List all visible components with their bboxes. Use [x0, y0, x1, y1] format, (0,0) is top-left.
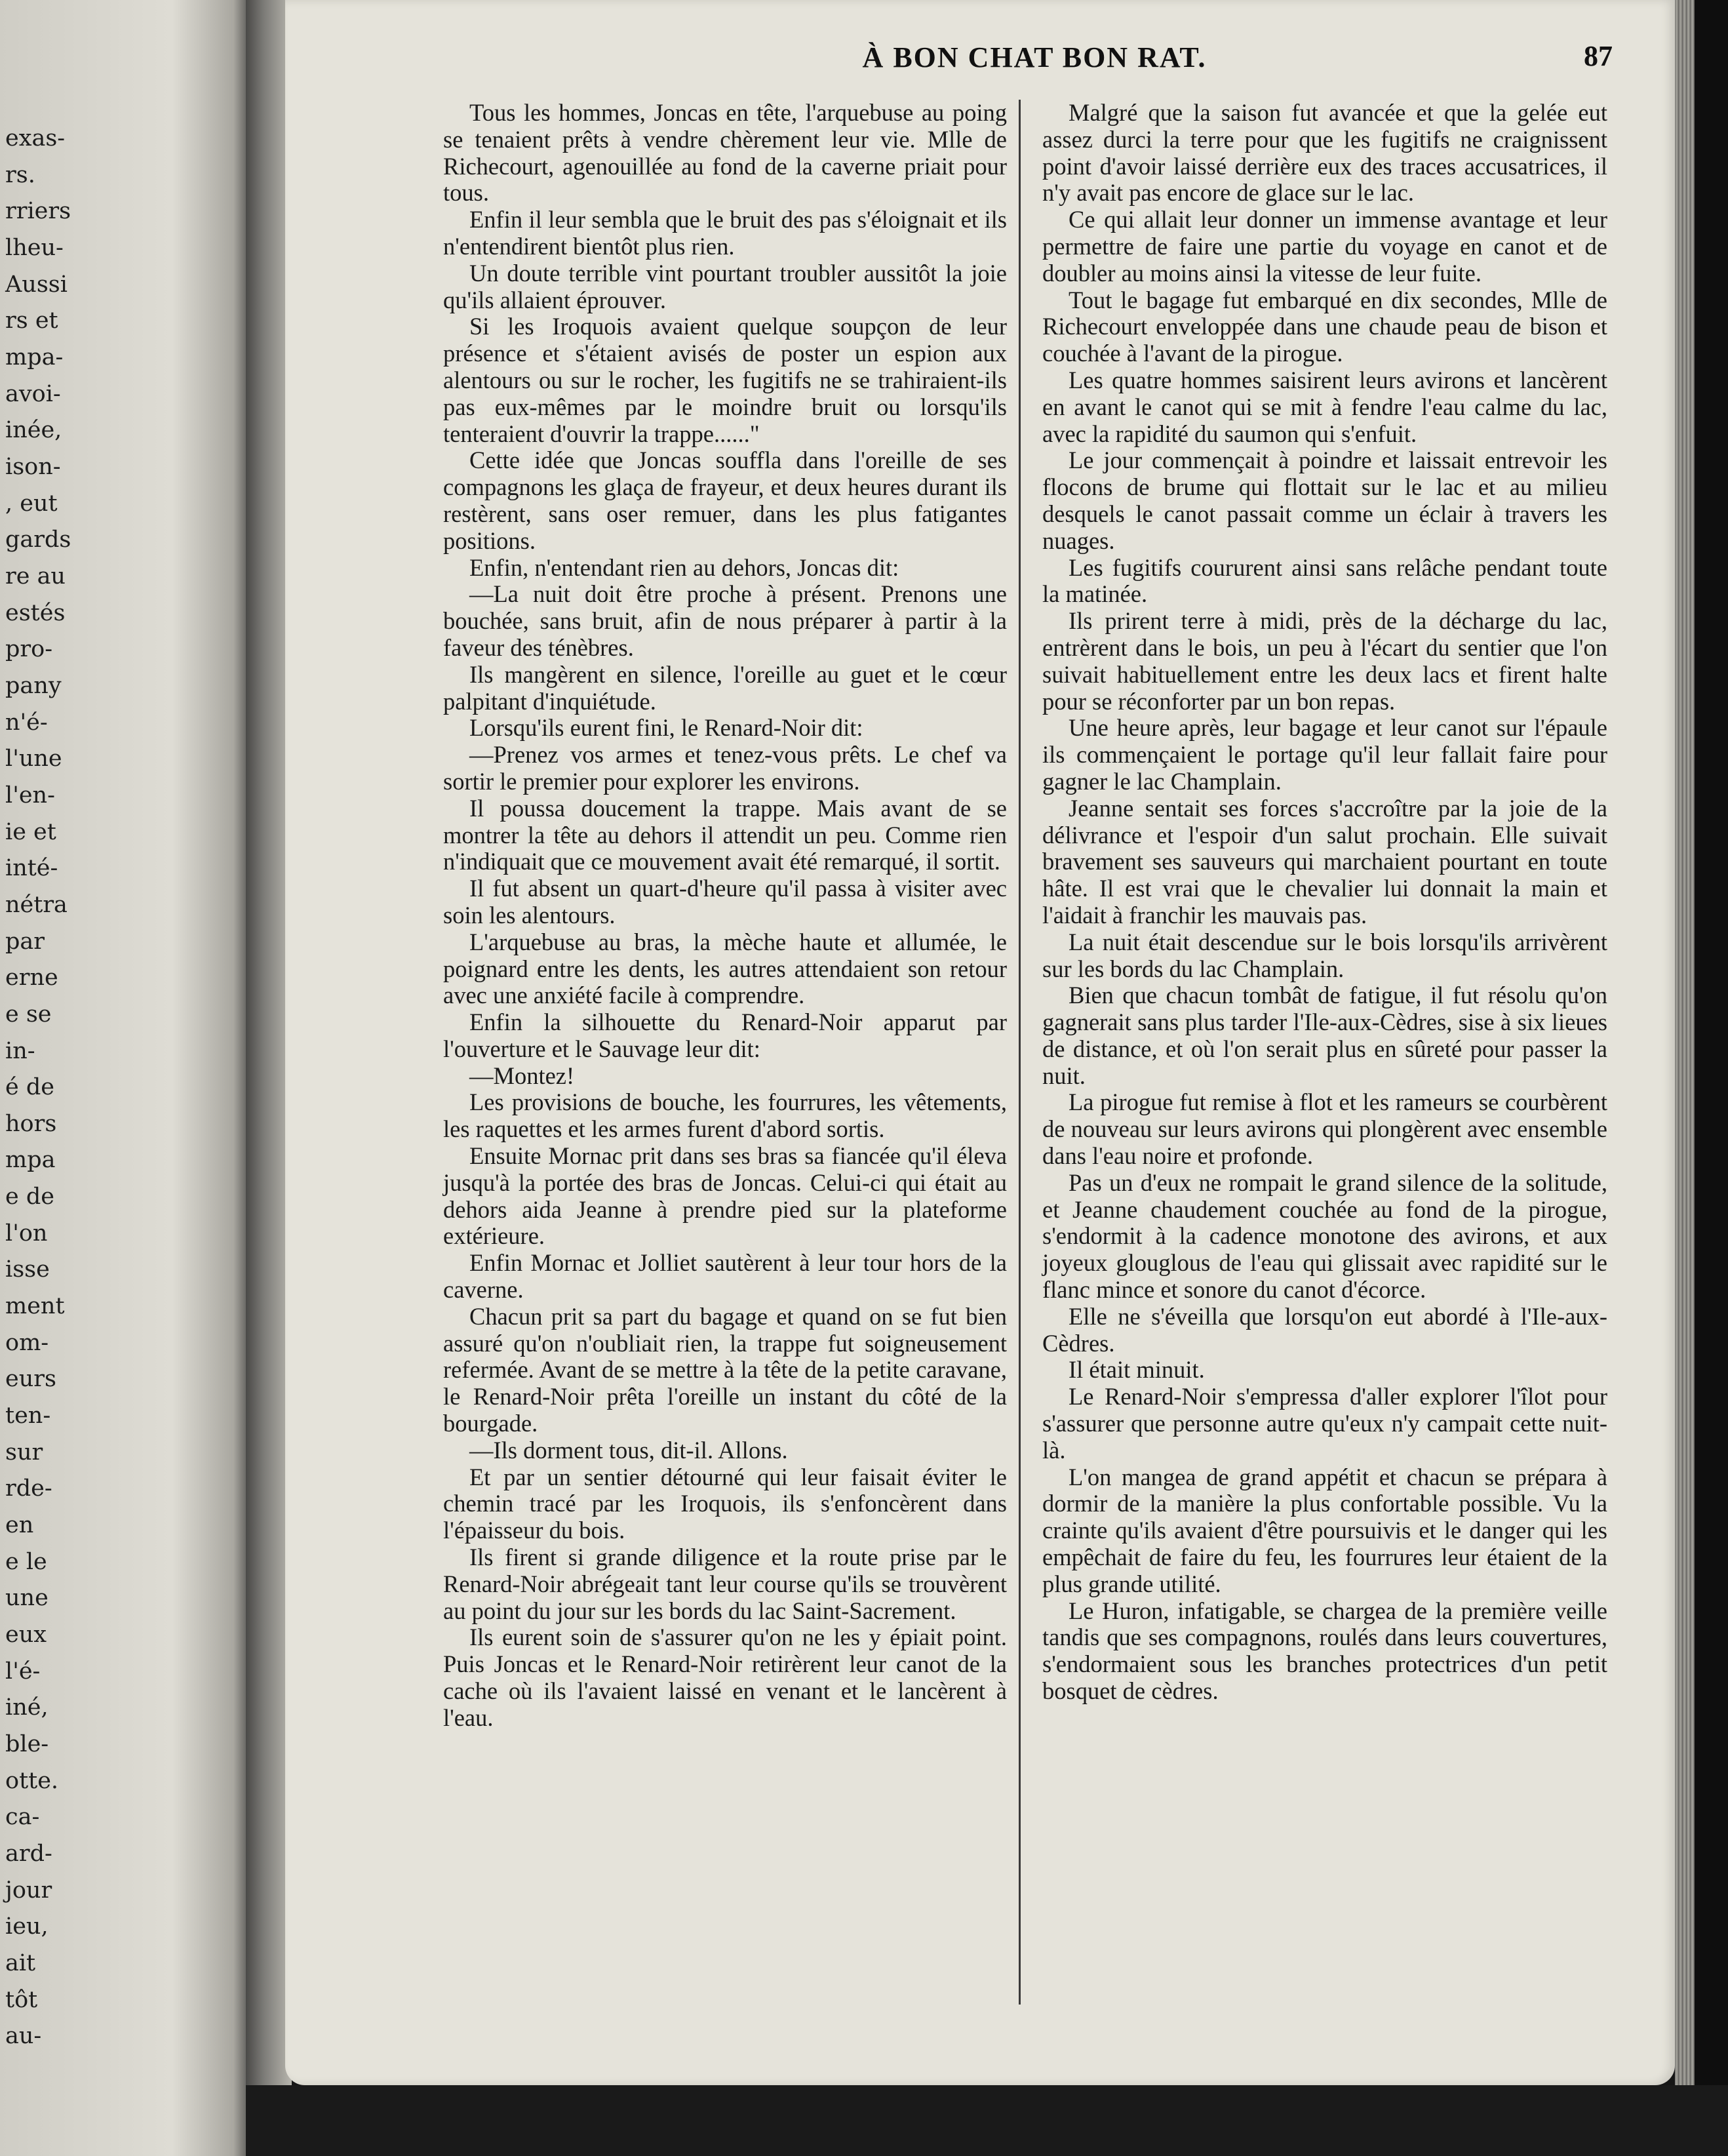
previous-page-fragment: par — [5, 928, 45, 955]
paragraph: Ils eurent soin de s'assurer qu'on ne les y épiait point. Puis Joncas et le Renard-Noir retirèrent leur canot de la cache où ils l'avaient laissé en venant et le lancèrent à l'eau. — [443, 1624, 1007, 1731]
previous-page-fragment: inté- — [5, 855, 58, 881]
previous-page-fragment: om- — [5, 1330, 49, 1356]
previous-page-fragment: l'une — [5, 746, 62, 772]
previous-page-fragment: rs et — [5, 308, 58, 334]
previous-page-fragment: estés — [5, 600, 66, 626]
previous-page-fragment: l'é- — [5, 1658, 41, 1685]
column-divider — [1019, 100, 1021, 2005]
previous-page-fragment: pany — [5, 673, 62, 699]
paragraph: Ils prirent terre à midi, près de la décharge du lac, entrèrent dans le bois, un peu à l'écart du sentier que l'on suivait habituellement entre les deux lacs et firent halte pour se réconforter par un bon repas. — [1042, 607, 1607, 715]
previous-page-fragment: nétra — [5, 892, 68, 918]
paragraph: Ce qui allait leur donner un immense avantage et leur permettre de faire une partie du voyage en canot et de doubler au moins ainsi la vitesse de leur fuite. — [1042, 206, 1607, 287]
paragraph: —Montez! — [469, 1062, 575, 1089]
previous-page-fragment: exas- — [5, 125, 66, 151]
scan-margin-right — [1695, 0, 1728, 2156]
paragraph: Les fugitifs coururent ainsi sans relâche pendant toute la matinée. — [1042, 553, 1607, 608]
paragraph: Jeanne sentait ses forces s'accroître par la joie de la délivrance et l'espoir d'un salut prochain. Elle suivait bravement ses sauveurs qui marchaient pourtant en toute hâte. Il est vrai que le chevalier lui donnait la main et l'aidait à franchir les mauvais pas. — [1042, 794, 1607, 928]
page-number: 87 — [1584, 40, 1613, 72]
previous-page-edge — [0, 0, 246, 2156]
previous-page-fragment: ment — [5, 1293, 65, 1319]
right-column — [1042, 100, 1607, 1705]
paragraph: Elle ne s'éveilla que lorsqu'on eut abordé à l'Ile-aux-Cèdres. — [1042, 1302, 1607, 1357]
previous-page-fragment: l'on — [5, 1220, 48, 1247]
previous-page-fragment: e de — [5, 1184, 54, 1210]
paragraph: —Ils dorment tous, dit-il. Allons. — [469, 1436, 788, 1464]
paragraph: Le Huron, infatigable, se chargea de la première veille tandis que ses compagnons, roulés dans leurs couvertures, s'endormaient sous les branches protectrices d'un petit bosquet de cèdres. — [1042, 1597, 1607, 1705]
paragraph: Tous les hommes, Joncas en tête, l'arquebuse au poing se tenaient prêts à vendre chèrement leur vie. Mlle de Richecourt, agenouillée au fond de la caverne priait pour tous. — [443, 99, 1007, 207]
previous-page-fragment: ca- — [5, 1804, 40, 1830]
paragraph: Un doute terrible vint pourtant troubler aussitôt la joie qu'ils allaient éprouver. — [443, 259, 1007, 313]
previous-page-fragment: jour — [5, 1877, 52, 1904]
paragraph: Enfin la silhouette du Renard-Noir apparut par l'ouverture et le Sauvage leur dit: — [443, 1008, 1007, 1062]
paragraph: Lorsqu'ils eurent fini, le Renard-Noir dit: — [469, 714, 863, 742]
previous-page-fragment: ison- — [5, 454, 61, 480]
paragraph: Le jour commençait à poindre et laissait entrevoir les flocons de brume qui flottait sur le lac et au milieu desquels le canot passait comme un éclair à travers les nuages. — [1042, 447, 1607, 554]
page-edge-stack — [1675, 0, 1695, 2085]
previous-page-fragment: ait — [5, 1950, 36, 1976]
previous-page-fragment: e se — [5, 1001, 52, 1028]
paragraph: Les provisions de bouche, les fourrures, les vêtements, les raquettes et les armes furent d'abord sortis. — [443, 1088, 1007, 1143]
previous-page-fragment: rde- — [5, 1475, 52, 1502]
previous-page-fragment: ard- — [5, 1841, 52, 1867]
previous-page-fragment: inée, — [5, 417, 62, 443]
paragraph: Ils mangèrent en silence, l'oreille au guet et le cœur palpitant d'inquiétude. — [443, 660, 1007, 715]
previous-page-fragment: erne — [5, 965, 58, 991]
previous-page-fragment: lheu- — [5, 235, 64, 261]
paragraph: Pas un d'eux ne rompait le grand silence de la solitude, et Jeanne chaudement couchée au fond de la pirogue, s'endormit à la cadence monotone des avirons, et aux joyeux glouglous de l'eau qui glissait avec rapidité sur le flanc mince et sonore du canot d'écorce. — [1042, 1168, 1607, 1304]
paragraph: —La nuit doit être proche à présent. Prenons une bouchée, sans bruit, afin de nous préparer à partir à la faveur des ténèbres. — [443, 580, 1007, 661]
previous-page-fragment: in- — [5, 1038, 35, 1064]
previous-page-fragment: ie et — [5, 819, 56, 845]
previous-page-fragment: rs. — [5, 162, 35, 188]
previous-page-fragment: eux — [5, 1622, 47, 1648]
paragraph: Enfin, n'entendant rien au dehors, Joncas dit: — [469, 553, 899, 581]
previous-page-fragment: une — [5, 1585, 49, 1611]
paragraph: —Prenez vos armes et tenez-vous prêts. Le chef va sortir le premier pour explorer les environs. — [443, 741, 1007, 795]
paragraph: La nuit était descendue sur le bois lorsqu'ils arrivèrent sur les bords du lac Champlain. — [1042, 928, 1607, 982]
previous-page-fragment: otte. — [5, 1768, 59, 1794]
previous-page-fragment: iné, — [5, 1694, 49, 1721]
paragraph: Les quatre hommes saisirent leurs avirons et lancèrent en avant le canot qui se mit à fendre l'eau calme du lac, avec la rapidité du saumon qui s'enfuit. — [1042, 366, 1607, 447]
paragraph: Et par un sentier détourné qui leur faisait éviter le chemin tracé par les Iroquois, ils s'enfoncèrent dans l'épaisseur du bois. — [443, 1463, 1007, 1544]
paragraph: Ils firent si grande diligence et la route prise par le Renard-Noir abrégeait tant leur course qu'ils se trouvèrent au point du jour sur les bords du lac Saint-Sacrement. — [443, 1544, 1007, 1624]
paragraph: Chacun prit sa part du bagage et quand on se fut bien assuré qu'on n'oubliait rien, la trappe fut soigneusement refermée. Avant de se mettre à la tête de la petite caravane, le Renard-Noir prêta l'oreille un instant du côté de la bourgade. — [443, 1302, 1007, 1437]
previous-page-fragment: ten- — [5, 1403, 51, 1429]
paragraph: Il fut absent un quart-d'heure qu'il passa à visiter avec soin les alentours. — [443, 875, 1007, 928]
previous-page-fragment: rriers — [5, 198, 71, 224]
previous-page-fragment: avoi- — [5, 381, 61, 407]
paragraph: Tout le bagage fut embarqué en dix secondes, Mlle de Richecourt enveloppée dans une chaude peau de bison et couchée à l'avant de la pirogue. — [1042, 286, 1607, 367]
previous-page-fragment: au- — [5, 2023, 42, 2049]
paragraph: Une heure après, leur bagage et leur canot sur l'épaule ils commençaient le portage qu'il leur fallait faire pour gagner le lac Champlain. — [1042, 714, 1607, 795]
previous-page-fragment: pro- — [5, 636, 53, 662]
paragraph: Enfin Mornac et Jolliet sautèrent à leur tour hors de la caverne. — [443, 1249, 1007, 1304]
previous-page-fragment: eurs — [5, 1366, 56, 1392]
paragraph: Il était minuit. — [1069, 1356, 1205, 1384]
previous-page-fragment: en — [5, 1512, 34, 1538]
previous-page-fragment: ieu, — [5, 1913, 49, 1940]
previous-page-fragment: tôt — [5, 1987, 38, 2013]
previous-page-fragment: , eut — [5, 490, 58, 517]
previous-page-fragment: sur — [5, 1439, 43, 1466]
paragraph: L'on mangea de grand appétit et chacun se prépara à dormir de la manière la plus confortable possible. Vu la crainte qu'ils avaient d'être poursuivis et le danger qui les empêchait de faire du feu, les fourrures leur étaient de la plus grande utilité. — [1042, 1463, 1607, 1597]
paragraph: Le Renard-Noir s'empressa d'aller explorer l'îlot pour s'assurer que personne autre qu'eux n'y campait cette nuit-là. — [1042, 1383, 1607, 1464]
paragraph: Bien que chacun tombât de fatigue, il fut résolu qu'on gagnerait sans plus tarder l'Ile-aux-Cèdres, sise à six lieues de distance, et où l'on serait plus en sûreté pour passer la nuit. — [1042, 982, 1607, 1089]
previous-page-fragment: hors — [5, 1111, 57, 1137]
paragraph: La pirogue fut remise à flot et les rameurs se courbèrent de nouveau sur leurs avirons qui plongèrent avec ensemble dans l'eau noire et profonde. — [1042, 1088, 1607, 1170]
scan-margin-bottom — [246, 2085, 1728, 2156]
paragraph: Cette idée que Joncas souffla dans l'oreille de ses compagnons les glaça de frayeur, et deux heures durant ils restèrent, sans oser remuer, dans les plus fatigantes positions. — [443, 447, 1007, 554]
previous-page-fragment: mpa- — [5, 344, 64, 370]
paragraph: Il poussa doucement la trappe. Mais avant de se montrer la tête au dehors il attendit un peu. Comme rien n'indiquait que ce mouvement avait été remarqué, il sortit. — [443, 794, 1007, 875]
previous-page-fragment: isse — [5, 1256, 50, 1283]
previous-page-fragment: ble- — [5, 1731, 49, 1757]
previous-page-fragment: mpa — [5, 1147, 56, 1173]
paragraph: Malgré que la saison fut avancée et que la gelée eut assez durci la terre pour que les fugitifs ne craignissent point d'avoir laissé derrière eux des traces accusatrices, il n'y avait pas encore de glace sur le lac. — [1042, 99, 1607, 207]
paragraph: Enfin il leur sembla que le bruit des pas s'éloignait et ils n'entendirent bientôt plus rien. — [443, 206, 1007, 260]
paragraph: Ensuite Mornac prit dans ses bras sa fiancée qu'il éleva jusqu'à la portée des bras de Joncas. Celui-ci qui était au dehors aida Jeanne à prendre pied sur la plateforme extérieure. — [443, 1142, 1007, 1250]
previous-page-fragment: re au — [5, 563, 66, 589]
paragraph: Si les Iroquois avaient quelque soupçon de leur présence et s'étaient avisés de poster un espion aux alentours ou sur le rocher, les fugitifs ne se trahiraient-ils pas eux-mêmes par le moindre bruit ou lorsqu'ils tenteraient d'ouvrir la trappe......" — [443, 313, 1007, 447]
previous-page-fragment: é de — [5, 1074, 54, 1100]
paragraph: L'arquebuse au bras, la mèche haute et allumée, le poignard entre les dents, les autres attendaient son retour avec une anxiété facile à comprendre. — [443, 928, 1007, 1009]
previous-page-fragment: Aussi — [5, 271, 68, 298]
previous-page-fragment: l'en- — [5, 782, 55, 808]
previous-page-fragment: n'é- — [5, 709, 48, 736]
previous-page-fragment: e le — [5, 1549, 47, 1575]
previous-page-fragment: gards — [5, 527, 71, 553]
left-column — [443, 100, 1007, 1732]
running-head: À BON CHAT BON RAT. — [862, 41, 1207, 73]
